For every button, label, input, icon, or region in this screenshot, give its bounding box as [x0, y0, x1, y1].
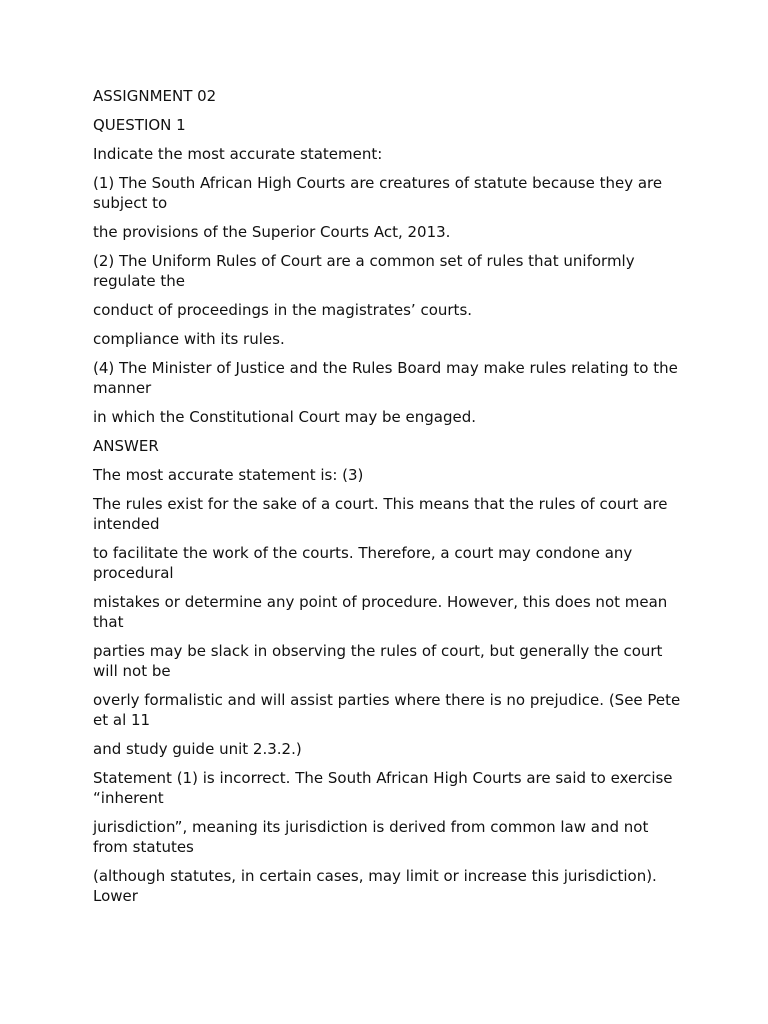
statement-2-line-2: conduct of proceedings in the magistrates’ courts. [93, 301, 473, 319]
answer-body-line-3: mistakes or determine any point of procedure. However, this does not mean that [93, 593, 668, 631]
answer-body-line-2: to facilitate the work of the courts. Therefore, a court may condone any procedural [93, 544, 633, 582]
answer-body-line-6: and study guide unit 2.3.2.) [93, 740, 302, 758]
question-instruction: Indicate the most accurate statement: [93, 145, 383, 163]
explanation-line-2: jurisdiction”, meaning its jurisdiction is derived from common law and not from statutes [93, 818, 649, 856]
question-heading: QUESTION 1 [93, 116, 186, 134]
answer-heading: ANSWER [93, 437, 159, 455]
statement-4-line-1: (4) The Minister of Justice and the Rules Board may make rules relating to the manner [93, 359, 678, 397]
statement-3-fragment: compliance with its rules. [93, 330, 285, 348]
statement-1-line-1: (1) The South African High Courts are creatures of statute because they are subject to [93, 174, 663, 212]
answer-statement: The most accurate statement is: (3) [93, 466, 364, 484]
document-page [93, 86, 683, 915]
statement-4-line-2: in which the Constitutional Court may be engaged. [93, 408, 476, 426]
answer-body-line-5: overly formalistic and will assist parties where there is no prejudice. (See Pete et al 11 [93, 691, 681, 729]
explanation-line-1: Statement (1) is incorrect. The South African High Courts are said to exercise “inherent [93, 769, 673, 807]
answer-body-line-4: parties may be slack in observing the rules of court, but generally the court will not be [93, 642, 663, 680]
statement-2-line-1: (2) The Uniform Rules of Court are a common set of rules that uniformly regulate the [93, 252, 635, 290]
statement-1-line-2: the provisions of the Superior Courts Act, 2013. [93, 223, 451, 241]
explanation-line-3: (although statutes, in certain cases, may limit or increase this jurisdiction). Lower [93, 867, 657, 905]
assignment-title: ASSIGNMENT 02 [93, 87, 217, 105]
answer-body-line-1: The rules exist for the sake of a court. This means that the rules of court are intended [93, 495, 668, 533]
